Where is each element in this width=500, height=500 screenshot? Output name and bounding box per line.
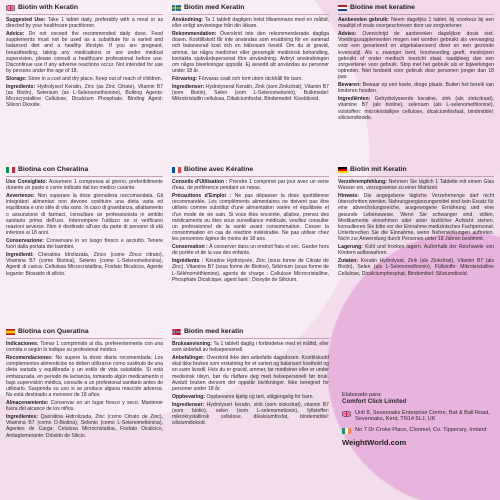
usage-paragraph: Användning: Ta 1 tablett dagligen helst tillsammans med en måltid, eller enligt anvisningar från din läkare.	[172, 17, 329, 30]
uk-flag-icon	[6, 5, 15, 11]
section-german	[338, 166, 494, 278]
sweden-flag-icon	[172, 5, 181, 11]
address-ireland-text: No 7 Dr Croke Place, Clonmel, Co. Tipperary, Ireland	[355, 427, 487, 434]
section-header	[172, 328, 329, 339]
advice-paragraph: Recomendaciones: No supere la dosis diaria recomendada. Los complementos alimenticios no deben utilizarse como sustituto de una dieta variada y equilibrada y un estilo de vida saludable. Si está embarazada, en periodo de lactancia, tomando algún medicamento o bajo supervisión médica, consulte a un profesional sanitario antes de utilizarlo. Suspenda su uso si se produce alguna reacción adversa. No está destinado a menores de 18 años.	[6, 355, 163, 399]
section-header	[6, 328, 163, 339]
storage-paragraph: Almacenamiento: Conservar en un lugar fresco y seco. Mantener fuera del alcance de los niños.	[6, 400, 163, 413]
advice-paragraph: Rekommendation: Överskrid inte den rekommenderade dagliga dosen. Kosttillskott får inte användas som ersättning för en varierad och balanserad kost och en hälsosam livsstil. Om du är gravid, ammar, tar några mediciner eller genomgår medicinsk behandling, kontakta sjukvårdspersonal före användning. Avbryt användningen om några biverkningar uppstår. Ej avsedd att användas av personer under 18 år.	[172, 31, 329, 75]
section-title: Biotine avec Kératine	[184, 166, 254, 173]
usage-paragraph: Conseils d'Utilisation : Prendre 1 comprimé par jour avec un verre d'eau, de préférence pendant un repas.	[172, 179, 330, 192]
ingredients-paragraph: Ingredienti: Cheratina Idrolizzata, Zinco (come Zinco citrato), Vitamina B7 (come Biotina), Selenio (come L-Selenometionina), Agenti di carica: Cellulosa Microcristallina, Fosfato Bicalcico, Agente legante: Biossido di silicio.	[6, 252, 163, 277]
section-dutch	[338, 4, 494, 123]
storage-paragraph: Conservation : À conserver dans un endroit frais et sec. Garder hors de portée et de la vue des enfants.	[172, 244, 330, 257]
ingredients-paragraph: Ingrediënten: Gehydrolyseerde keratine, zink (als zinkcitraat), vitamine B7 (als biotine), selenium (als L-selenomethionine), vulstoffen: microkristallijne cellulose, dicalciumfosfaat, bindmiddel: siliciumdioxide.	[338, 96, 494, 121]
ingredients-paragraph: Ingredienser: Hydrolysert keratin, sink (som sinkcitrat), vitamin B7 (som biotin), selen (som L-selenometionin), fyllstoffer: mikrokrystallinsk cellulose, dikalsiumfosfat, bindemiddel: silisiumdioksid.	[172, 401, 330, 427]
advice-paragraph: Advies: Overschrijd de aanbevolen dagelijkse dosis niet. Voedingssupplementen mogen niet worden gebruikt als vervanging voor een gevarieerd en uitgebalanceerd dieet en een gezonde levensstijl. Als u zwanger bent, borstvoeding geeft, medicijnen gebruikt of onder medisch toezicht staat, raadpleeg dan een zorgverlener voor gebruik. Stop met het gebruik als er bijwerkingen optreden. Niet bedoeld voor gebruik door personen jonger dan 18 jaar.	[338, 31, 495, 81]
ireland-flag-icon	[342, 428, 351, 434]
storage-paragraph: Storage: Store in a cool and dry place. Keep out of reach of children.	[6, 76, 163, 83]
section-title: Biotina con Queratina	[18, 328, 89, 335]
usage-paragraph: Uso Consigliato: Assumere 1 compressa al giorno, preferibilmente durante un pasto o come indicato dal tuo medico curante.	[6, 179, 164, 192]
made-for-label: Elaborado para:	[342, 392, 382, 398]
company-name: Comfort Click Limited	[342, 397, 407, 405]
spain-flag-icon	[6, 329, 15, 335]
section-header	[6, 4, 163, 15]
usage-paragraph: Aanbevolen gebruik: Neem dagelijks 1 tablet, bij voorkeur bij een maaltijd of zoals voorgeschreven door uw zorgverlener.	[338, 17, 494, 30]
storage-paragraph: Conservazione: Conservare in un luogo fresco e asciutto. Tenere fuori dalla portata dei bambini.	[6, 238, 163, 251]
section-title: Biotin med keratin	[184, 328, 244, 335]
storage-paragraph: Lagerung: Kühl und trocken lagern. Außerhalb der Reichweite von Kindern aufbewahren.	[338, 244, 494, 257]
ingredients-paragraph: Ingrédients : Kératine Hydrolysée, Zinc (sous forme de Citrate de Zinc), Vitamine B7 (sous forme de Biotine), Sélénium (sous forme de L-Sélénométhionine), agents de charge : Cellulose Microcristalline, Phosphate Dicalcique, agent liant : Dioxyde de Silicium.	[172, 258, 329, 283]
section-english	[6, 4, 163, 110]
section-norwegian	[172, 328, 329, 428]
ingredients-paragraph: Ingredientes: Queratina Hidrolizada, Zinc (como Citrato de Zinc), Vitamina B7 (como D-Biotina), Selenio (como L-Selenometionina), Agentes de Carga: Celulosa Microcristalina, Fosfato Dicálcico, Antiaglomerante: Dióxido de Silicio.	[6, 414, 163, 439]
section-title: Biotin med Keratin	[184, 4, 245, 11]
storage-paragraph: Oppbevaring: Oppbevares kjølig og tørt, utilgjengelig for barn.	[172, 393, 314, 400]
section-header	[172, 4, 329, 15]
advice-paragraph: Avvertenze: Non superare la dose giornaliera raccomandata. Gli integratori alimentari non devono sostituire una dieta varia ed equilibrata e uno stile di vita sano. In caso di gravidanza, allattamento o assunzione di farmaci, consultare un professionista in ambito sanitario prima dell'uso. Interrompere l'utilizzo se si verificano reazioni avverse. Non è destinato all'uso da parte di persone di età inferiore ai 18 anni.	[6, 193, 164, 237]
advice-paragraph: Hinweis: Die angegebene tägliche Verzehrmenge darf nicht überschritten werden. Nahrungsergänzungsmittel sind kein Ersatz für eine abwechslungsreiche, ausgewogene Ernährung und eine gesunde Lebensweise. Wenn Sie schwanger sind, stillen, Medikamente einnehmen oder unter ärztlicher Aufsicht stehen, konsultieren Sie bitte vor der Einnahme medizinisches Fachpersonal. Unterbrechen Sie die Einnahme, wenn Nebenwirkungen auftreten. Nicht zur Anwendung durch Personen unter 18 Jahren bestimmt.	[338, 193, 495, 243]
section-header	[6, 166, 163, 177]
usage-paragraph: Suggested Use: Take 1 tablet daily, preferably with a meal or as directed by your healthcare practitioner.	[6, 17, 163, 30]
ingredients-paragraph: Ingredients: Hydrolysed Keratin, Zinc (as Zinc Citrate), Vitamin B7 (as Biotin), Selenium (as L-Selenomethionine), Bulking Agents: Microcrystalline Cellulose, Dicalcium Phosphate, Binding Agent: Silicon Dioxide.	[6, 83, 163, 109]
section-header	[172, 166, 329, 177]
ingredients-paragraph: Ingredienser: Hydrolyserat Keratin, Zink (som Zinkcitrat), Vitamin B7 (som Biotin), Selen (som L-Selenometionin), Bulkmedel: Mikrokristallin cellulosa, Dikalciumfosfat, Bindemedel: Kiseldioxid.	[172, 83, 329, 103]
section-spanish	[6, 328, 163, 440]
section-header	[338, 4, 494, 15]
usage-paragraph: Bruksanvisning: Ta 1 tablett daglig i forbindelse med et måltid, eller som anbefalt av helsepersonell.	[172, 341, 329, 354]
section-italian	[6, 166, 163, 278]
advice-paragraph: Précautions d'Emploi : Ne pas dépasser la dose quotidienne recommandée. Les compléments alimentaires ne doivent pas être utilisés comme substitut d'une alimentation variée et équilibrée et d'un mode de vie sain. Si vous êtes enceinte, allaitez, prenez des médicaments ou êtes sous surveillance médicale, veuillez consulter un professionnel de la santé avant consommation. Cesser la consommation en cas de réaction indésirable. Ne pas utiliser chez les personnes âgées de moins de 18 ans.	[172, 193, 329, 243]
norway-flag-icon	[172, 329, 181, 335]
section-title: Biotina con Cheratina	[18, 166, 89, 173]
france-flag-icon	[172, 167, 181, 173]
storage-paragraph: Bewaren: Bewaar op een koele, droge plaats. Buiten het bereik van kinderen houden.	[338, 82, 494, 95]
section-title: Biotin mit Keratin	[350, 166, 407, 173]
manufacturer-contact	[342, 392, 490, 447]
section-french	[172, 166, 329, 285]
usage-paragraph: Indicaciones: Tomar 1 comprimido al día, preferentemente con una comida o según lo indique su profesional médico.	[6, 341, 164, 354]
advice-paragraph: Anbefalinger: Overskrid ikke den anbefalte dagsdosen. Kosttilskudd skal ikke brukes som erstatning for et variert og balansert kosthold og en sunn livsstil. Hvis du er gravid, ammer, tar medisiner eller er under medisinsk tilsyn, bør du rådføre deg med helsepersonell før bruk. Avslutt bruken dersom det oppstår bivirkninger. Ikke beregnet for personer under 18 år.	[172, 355, 329, 393]
uk-flag-icon	[342, 411, 351, 417]
section-swedish	[172, 4, 329, 104]
section-title: Biotine met keratine	[350, 4, 415, 11]
ingredients-paragraph: Zutaten: Keratin Hydrolysat, Zink (als Zinkcitrat), Vitamin B7 (als Biotin), Selen (als L-Selenomethionin), Füllstoffe: Mikrokristalline Cellulose, Dicalciumphosphat, Bindemittel: Siliziumdioxid.	[338, 258, 494, 277]
website-link[interactable]: WeightWorld.com	[342, 438, 407, 448]
address-uk	[342, 410, 490, 424]
storage-paragraph: Förvaring: Förvaras svalt och torrt utom räckhåll för barn.	[172, 76, 303, 83]
usage-paragraph: Verzehrempfehlung: Nehmen Sie täglich 1 Tablette mit einem Glas Wasser ein, vorzugsweise zu einer Mahlzeit.	[338, 179, 494, 192]
advice-paragraph: Advice: Do not exceed the recommended daily dose. Food supplements must not be used as a substitute for a varied and balanced diet and a healthy lifestyle. If you are pregnant, breastfeeding, taking any medications or are under medical supervision, please consult a healthcare professional before use. Discontinue use if any adverse reactions occur. Not intended for use by persons under the age of 18.	[6, 31, 163, 75]
section-header	[338, 166, 494, 177]
netherlands-flag-icon	[338, 5, 347, 11]
germany-flag-icon	[338, 167, 347, 173]
address-ireland	[342, 427, 490, 434]
section-title: Biotin with Keratin	[18, 4, 79, 11]
italy-flag-icon	[6, 167, 15, 173]
address-uk-text: Unit 8, Sevenoaks Enterprise Centre, Bat & Ball Road, Sevenoaks, Kent, TN14 5LJ, UK	[355, 409, 490, 423]
